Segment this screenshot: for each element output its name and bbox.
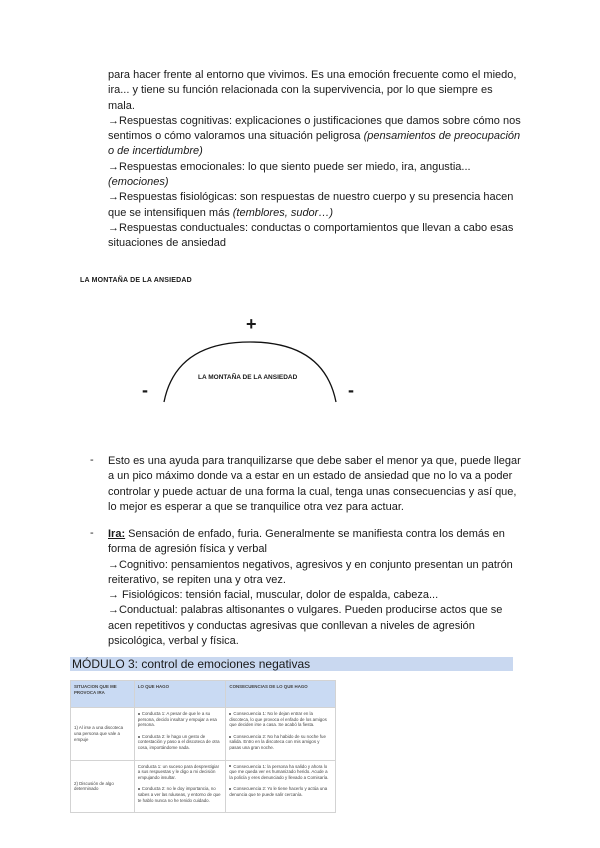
physiological-response: →Respuestas fisiológicas: son respuestas de nuestro cuerpo y su presencia hacen que se intensifiquen más (temblores, sudor…) <box>108 191 514 219</box>
right-minus-sign: - <box>348 380 354 400</box>
intro-line: mala. <box>108 99 135 112</box>
ira-label: Ira: <box>108 528 126 540</box>
table-row <box>71 760 336 813</box>
emotional-response: →Respuestas emocionales: lo que siento puede ser miedo, ira, angustia... (emociones) <box>108 160 471 189</box>
bullet-dash: - <box>90 454 94 466</box>
table-header: LO QUE HAGO <box>134 681 226 708</box>
cognitive-response: →Respuestas cognitivas: explicaciones o justificaciones que damos sobre cómo nos sentimos o cómo valoramos una situación peligrosa (pensamientos de preocupación o de incertidumbre) <box>108 114 521 158</box>
module-title: MÓDULO 3: control de emociones negativas <box>72 657 311 671</box>
peak-plus-sign: + <box>246 314 257 334</box>
arc-label: LA MONTAÑA DE LA ANSIEDAD <box>198 374 298 381</box>
intro-paragraph <box>108 68 548 252</box>
left-minus-sign: - <box>142 380 148 400</box>
consequences-cell: Consecuencia 1: No le dejan entrar en la discoteca, lo que provoca el enfado de los amigos que deciden irse a casa. Se acabó la fiesta. Consecuencia 2: No ha habido de su noche fue salida. Entro en la discoteca con mis amigos y pasas una gran noche. <box>226 708 336 761</box>
table-header: CONSECUENCIAS DE LO QUE HAGO <box>226 681 336 708</box>
consequences-cell: Consecuencia 1: la persona ha salido y ahora lo que me queda ver es humanizado herido. Acude a la policía y eres denunciado y llevado a Comisaría. Consecuencia 2: Yo le tiene hacerlo y actúa una denuncia que te puede salir cercanía. <box>226 760 336 813</box>
mountain-explanation: Esto es una ayuda para tranquilizarse que debe saber el menor ya que, puede llegar a un pico máximo donde va a estar en un estado de ansiedad que no lo va a poder controlar y puede actuar de una forma la cual, tenga unas consecuencias y así que, lo mejor es esperar a que se tranquilice otra vez para actuar. <box>108 455 521 513</box>
situation-cell: 1) Al irse a una discoteca una persona que vale a empuje <box>71 708 135 761</box>
diagram-heading: LA MONTAÑA DE LA ANSIEDAD <box>80 277 192 284</box>
emotion-table-wrapper <box>70 680 336 844</box>
ira-description: Ira: Sensación de enfado, furia. Generalmente se manifiesta contra los demás en forma de agresión física y verbal →Cognitivo: pensamientos negativos, agresivos y en conjunto presentan un patrón reiterativo, se repiten una y otra vez. → Fisiológicos: tensión facial, muscular, dolor de espalda, cabeza... →Conductual: palabras altisonantes o vulgares. Pueden producirse actos que se acen repetitivos y conductas agresivas que conllevan a niveles de agresión psicológica, verbal y física. <box>108 528 513 648</box>
anxiety-mountain-diagram <box>120 310 360 410</box>
mountain-arc <box>120 310 360 410</box>
situation-cell: 2) Discusión de algo determinado <box>71 760 135 813</box>
table-row <box>71 708 336 761</box>
table-header: SITUACION QUE ME PROVOCA IRA <box>71 681 135 708</box>
intro-line: ira... y tiene su función relacionada con la supervivencia, por lo que siempre es <box>108 84 493 97</box>
emotion-table <box>70 680 336 813</box>
module-heading <box>70 657 513 671</box>
actions-cell: Conducta 1: un suceso para desprestigiar a sus respuestas y le digo a mi decisión empujando insultar. Conducta 2: no le doy importancia, no sabes a ver las náuseas, y entorno de que te hablo nunca no he tenido cuidado. <box>134 760 226 813</box>
intro-line: para hacer frente al entorno que vivimos. Es una emoción frecuente como el miedo, <box>108 69 517 81</box>
bullet-dash: - <box>90 527 94 539</box>
table-header-row <box>71 681 336 708</box>
behavioral-response: →Respuestas conductuales: conductas o comportamientos que llevan a cabo esas situaciones de ansiedad <box>108 221 514 250</box>
actions-cell: Conducta 1: A pesar de que le a su persona, decido insultar y empujar a esa persona. Conducta 2: le hago un gesto de contestación y paso a el discoteca de otra cosa, importándome nada. <box>134 708 226 761</box>
